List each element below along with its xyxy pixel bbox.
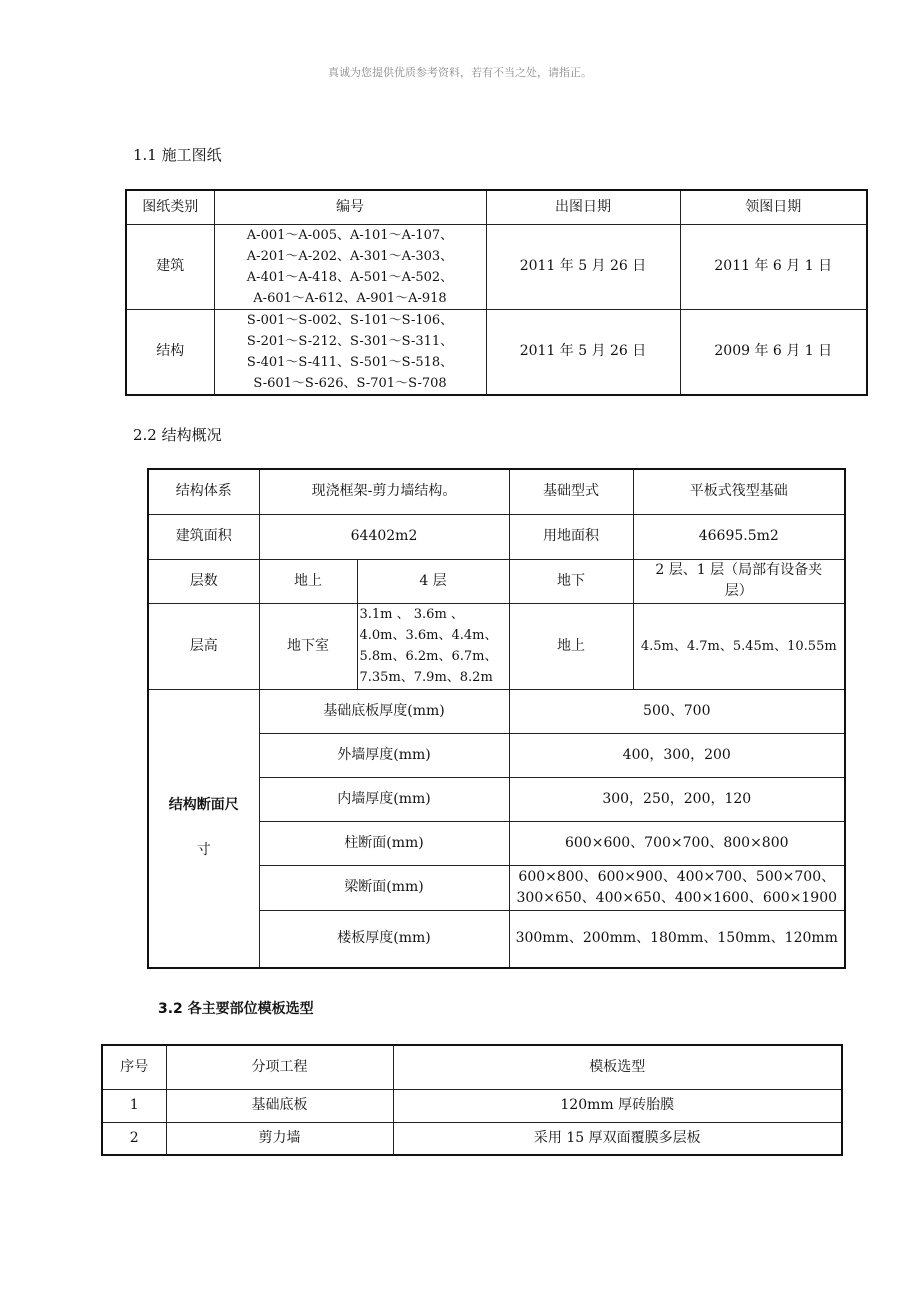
work-item: 基础底板	[166, 1089, 393, 1122]
dimension-item: 外墙厚度(mm)	[259, 733, 509, 777]
section-heading-structure: 2.2 结构概况	[133, 426, 222, 444]
basement-label: 地下室	[259, 603, 357, 689]
row-number: 1	[102, 1089, 166, 1122]
above-height-label: 地上	[509, 603, 633, 689]
structure-system-label: 结构体系	[148, 469, 259, 514]
dimension-value: 600×600、700×700、800×800	[509, 821, 845, 865]
land-area-value: 46695.5m2	[633, 514, 845, 559]
code-line: S-001～S-002、S-101～S-106、	[246, 312, 454, 328]
building-area-label: 建筑面积	[148, 514, 259, 559]
drawing-codes	[214, 309, 486, 395]
code-line: S-401～S-411、S-501～S-518、	[246, 354, 454, 370]
structure-system-value: 现浇框架-剪力墙结构。	[259, 469, 509, 514]
foundation-type-value: 平板式筏型基础	[633, 469, 845, 514]
drawings-table	[125, 189, 868, 396]
col-header: 图纸类别	[126, 190, 214, 224]
label-line: 结构断面尺	[168, 797, 239, 814]
dimension-item: 梁断面(mm)	[259, 865, 509, 910]
dimension-value	[509, 865, 845, 910]
dimension-value: 300mm、200mm、180mm、150mm、120mm	[509, 910, 845, 968]
land-area-label: 用地面积	[509, 514, 633, 559]
issue-date: 2011 年 5 月 26 日	[486, 224, 680, 309]
dimension-item: 柱断面(mm)	[259, 821, 509, 865]
above-heights: 4.5m、4.7m、5.45m、10.55m	[633, 603, 845, 689]
height-line: 3.1m 、 3.6m 、	[359, 607, 464, 622]
formwork-type: 120mm 厚砖胎膜	[393, 1089, 842, 1122]
section-heading-drawings: 1.1 施工图纸	[133, 146, 222, 164]
receive-date: 2011 年 6 月 1 日	[680, 224, 867, 309]
code-line: A-401～A-418、A-501～A-502、	[246, 269, 454, 285]
code-line: S-201～S-212、S-301～S-311、	[246, 333, 454, 349]
section-heading-formwork: 3.2 各主要部位模板选型	[158, 1001, 314, 1017]
code-line: A-001～A-005、A-101～A-107、	[246, 227, 454, 243]
above-ground-label: 地上	[259, 559, 357, 603]
formwork-table	[101, 1044, 843, 1156]
code-line: A-201～A-202、A-301～A-303、	[246, 248, 454, 264]
table-row	[126, 224, 867, 309]
table-row	[102, 1122, 842, 1155]
dimension-value: 500、700	[509, 689, 845, 733]
dimension-value: 400，300，200	[509, 733, 845, 777]
receive-date: 2009 年 6 月 1 日	[680, 309, 867, 395]
below-floors-line: 2 层、1 层（局部有设备夹	[655, 562, 823, 578]
section-dimension-label	[148, 689, 259, 968]
label-line: 寸	[196, 842, 211, 859]
below-ground-floors	[633, 559, 845, 603]
table-row	[126, 309, 867, 395]
drawing-codes	[214, 224, 486, 309]
foundation-type-label: 基础型式	[509, 469, 633, 514]
dimension-item: 楼板厚度(mm)	[259, 910, 509, 968]
issue-date: 2011 年 5 月 26 日	[486, 309, 680, 395]
floor-height-label: 层高	[148, 603, 259, 689]
below-floors-line: 层）	[724, 583, 753, 599]
height-line: 4.0m、3.6m、4.4m、	[359, 628, 498, 643]
drawing-category: 建筑	[126, 224, 214, 309]
col-header: 出图日期	[486, 190, 680, 224]
table-row	[102, 1089, 842, 1122]
drawing-category: 结构	[126, 309, 214, 395]
height-line: 5.8m、6.2m、6.7m、	[359, 649, 498, 664]
row-number: 2	[102, 1122, 166, 1155]
code-line: S-601～S-626、S-701～S-708	[253, 375, 447, 391]
dimension-item: 内墙厚度(mm)	[259, 777, 509, 821]
below-ground-label: 地下	[509, 559, 633, 603]
dimension-item: 基础底板厚度(mm)	[259, 689, 509, 733]
col-header: 序号	[102, 1045, 166, 1089]
col-header: 领图日期	[680, 190, 867, 224]
structure-overview-table	[147, 468, 846, 969]
building-area-value: 64402m2	[259, 514, 509, 559]
above-ground-floors: 4 层	[357, 559, 509, 603]
value-line: 300×650、400×650、400×1600、600×1900	[516, 889, 838, 906]
code-line: A-601～A-612、A-901～A-918	[253, 290, 447, 306]
formwork-type: 采用 15 厚双面覆膜多层板	[393, 1122, 842, 1155]
header-note: 真诚为您提供优质参考资料，若有不当之处，请指正。	[328, 66, 592, 79]
col-header: 分项工程	[166, 1045, 393, 1089]
col-header: 编号	[214, 190, 486, 224]
floors-label: 层数	[148, 559, 259, 603]
col-header: 模板选型	[393, 1045, 842, 1089]
basement-heights	[357, 603, 509, 689]
height-line: 7.35m、7.9m、8.2m	[359, 670, 493, 685]
value-line: 600×800、600×900、400×700、500×700、	[518, 868, 836, 885]
dimension-value: 300，250，200，120	[509, 777, 845, 821]
work-item: 剪力墙	[166, 1122, 393, 1155]
